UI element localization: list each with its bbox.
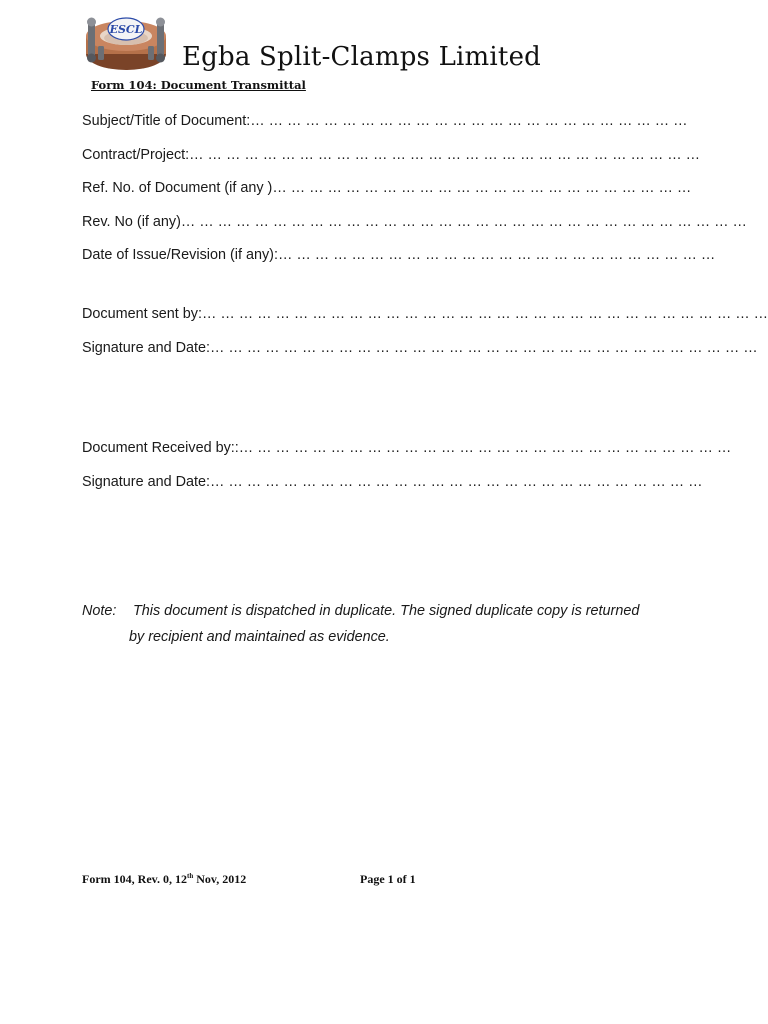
note-line-1: This document is dispatched in duplicate. The signed duplicate copy is returned — [133, 603, 640, 619]
contract-project-field: Contract/Project:… … … … … … … … … … … … … … … … … … … … … … … … … … … … — [82, 147, 701, 163]
reference-number-field: Ref. No. of Document (if any )… … … … … … … … … … … … … … … … … … … … … … … — [82, 180, 692, 196]
document-received-by-field: Document Received by::… … … … … … … … … … … … … … … … … … … … … … … … … … … — [82, 440, 732, 456]
footer-form-ref-sup: th — [186, 872, 194, 880]
sender-signature-date-field: Signature and Date:… … … … … … … … … … … … … … … … … … … … … … … … … … … … … … — [82, 340, 758, 356]
dispatch-note — [82, 598, 692, 650]
footer-form-ref-prefix: Form 104, Rev. 0, 12 — [82, 872, 187, 886]
issue-date-field: Date of Issue/Revision (if any):… … … … … … … … … … … … … … … … … … … … … … … … — [82, 247, 716, 263]
form-title: Form 104: Document Transmittal — [91, 78, 306, 92]
revision-number-field: Rev. No (if any)… … … … … … … … … … … … … … … … … … … … … … … … … … … … … … … — [82, 214, 747, 230]
company-logo-icon — [82, 12, 170, 74]
footer-form-reference — [82, 872, 246, 887]
footer-page-number: Page 1 of 1 — [360, 872, 416, 886]
note-line-2: by recipient and maintained as evidence. — [129, 629, 390, 645]
footer-form-ref-suffix: Nov, 2012 — [193, 872, 247, 886]
company-name: Egba Split-Clamps Limited — [182, 42, 541, 72]
note-label: Note: — [82, 603, 117, 619]
receiver-signature-date-field: Signature and Date:… … … … … … … … … … … … … … … … … … … … … … … … … … … — [82, 474, 703, 490]
subject-title-field: Subject/Title of Document:… … … … … … … … … … … … … … … … … … … … … … … … — [82, 113, 688, 129]
document-sent-by-field: Document sent by:… … … … … … … … … … … … … … … … … … … … … … … … … … … … … … … — [82, 306, 768, 322]
logo-monogram: ESCL — [109, 23, 143, 36]
